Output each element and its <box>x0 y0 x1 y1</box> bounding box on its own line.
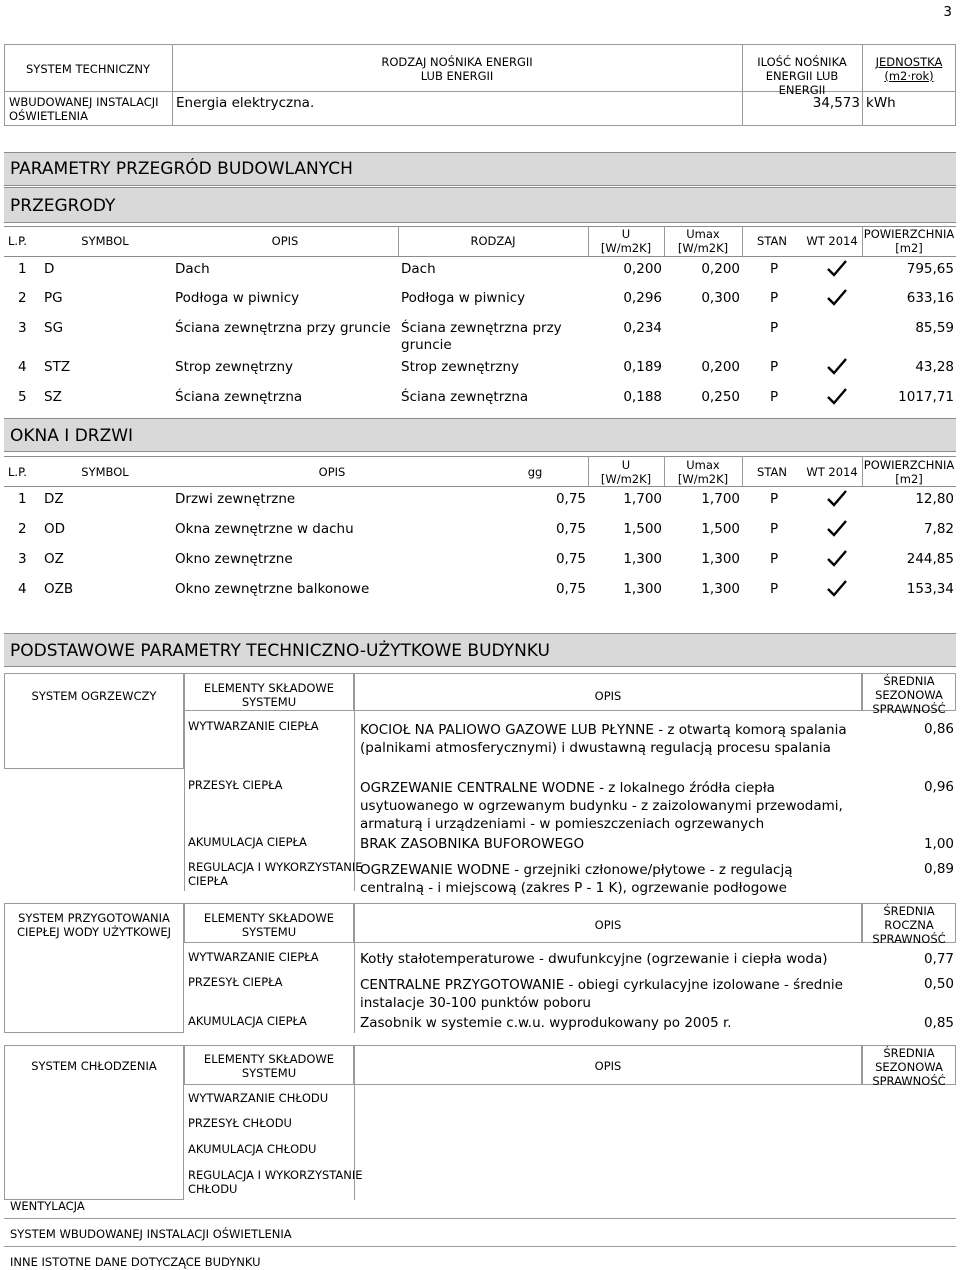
hot-water-element-storage: AKUMULACJA CIEPŁA <box>188 1014 307 1028</box>
row-umax: 0,200 <box>701 359 740 375</box>
row-lp: 1 <box>18 491 27 507</box>
row-area: 153,34 <box>906 581 954 597</box>
heating-elements-header: ELEMENTY SKŁADOWE SYSTEMU <box>203 681 335 709</box>
hot-water-opis-header: OPIS <box>594 918 622 932</box>
hot-water-element-generation: WYTWARZANIE CIEPŁA <box>188 950 319 964</box>
heating-opis-transmission: OGRZEWANIE CENTRALNE WODNE - z lokalnego źródła ciepła usytuowanego w ogrzewanym budynku - z zaizolowanymi przewodami, armaturą i urządzeniami - w pomieszczeniach ogrzewanych <box>360 780 843 832</box>
row-symbol: SG <box>44 320 64 336</box>
row-symbol: SZ <box>44 389 62 405</box>
energy-header-unit: JEDNOSTKA (m2·rok) <box>875 55 943 83</box>
energy-amount: 34,573 <box>812 95 860 111</box>
heating-opis-header: OPIS <box>594 689 622 703</box>
row-u: 0,296 <box>623 290 662 306</box>
windows-header-opis: OPIS <box>318 465 346 479</box>
windows-header-gg: gg <box>527 465 543 479</box>
row-gg: 0,75 <box>555 581 586 597</box>
row-umax: 1,300 <box>701 581 740 597</box>
row-stan: P <box>770 491 779 507</box>
partitions-header-umax: Umax [W/m2K] <box>677 227 729 255</box>
cooling-opis-header: OPIS <box>594 1059 622 1073</box>
row-stan: P <box>770 581 779 597</box>
hot-water-eff-generation: 0,77 <box>923 951 954 967</box>
heating-element-storage: AKUMULACJA CIEPŁA <box>188 835 307 849</box>
checkmark-icon <box>826 549 848 567</box>
params-bar <box>4 152 956 186</box>
row-u: 1,300 <box>623 581 662 597</box>
heating-opis-storage: BRAK ZASOBNIKA BUFOROWEGO <box>360 836 585 852</box>
row-u: 0,234 <box>623 320 662 336</box>
row-opis: Strop zewnętrzny <box>175 359 294 375</box>
row-umax: 0,200 <box>701 261 740 277</box>
ventilation-label: WENTYLACJA <box>10 1199 85 1213</box>
row-umax: 0,300 <box>701 290 740 306</box>
basic-bar <box>4 633 956 667</box>
row-area: 85,59 <box>915 320 954 336</box>
partitions-header-symbol: SYMBOL <box>81 234 129 248</box>
row-symbol: D <box>44 261 55 277</box>
row-rodzaj: Strop zewnętrzny <box>401 359 520 375</box>
windows-header-wt: WT 2014 <box>806 465 858 479</box>
row-umax: 1,500 <box>701 521 740 537</box>
heating-eff-transmission: 0,96 <box>923 779 954 795</box>
checkmark-icon <box>826 489 848 507</box>
heating-eff-storage: 1,00 <box>923 836 954 852</box>
energy-unit: kWh <box>866 95 896 111</box>
row-stan: P <box>770 290 779 306</box>
cooling-system-label: SYSTEM CHŁODZENIA <box>31 1059 157 1073</box>
row-area: 1017,71 <box>898 389 954 405</box>
row-opis: Podłoga w piwnicy <box>175 290 300 306</box>
partitions-bar <box>4 187 956 223</box>
hot-water-opis-generation: Kotły stałotemperaturowe - dwufunkcyjne (ogrzewanie i ciepła woda) <box>360 951 828 967</box>
row-u: 1,700 <box>623 491 662 507</box>
row-area: 12,80 <box>915 491 954 507</box>
row-lp: 2 <box>18 521 27 537</box>
row-lp: 4 <box>18 359 27 375</box>
hot-water-element-transmission: PRZESYŁ CIEPŁA <box>188 975 283 989</box>
checkmark-icon <box>826 387 848 405</box>
hot-water-eff-header: ŚREDNIA ROCZNA SPRAWNOŚĆ <box>872 904 946 946</box>
heating-element-generation: WYTWARZANIE CIEPŁA <box>188 719 319 733</box>
cooling-eff-header: ŚREDNIA SEZONOWA SPRAWNOŚĆ <box>872 1046 946 1088</box>
checkmark-icon <box>826 288 848 306</box>
partitions-header-opis: OPIS <box>271 234 299 248</box>
row-lp: 2 <box>18 290 27 306</box>
page-number: 3 <box>943 4 952 20</box>
row-lp: 5 <box>18 389 27 405</box>
row-u: 0,189 <box>623 359 662 375</box>
partitions-header-rodzaj: RODZAJ <box>470 234 516 248</box>
row-u: 1,300 <box>623 551 662 567</box>
row-symbol: OZ <box>44 551 64 567</box>
checkmark-icon <box>826 357 848 375</box>
energy-header-amount: ILOŚĆ NOŚNIKA ENERGII LUB ENERGII <box>757 55 847 97</box>
row-area: 633,16 <box>906 290 954 306</box>
heating-element-regulation: REGULACJA I WYKORZYSTANIE CIEPŁA <box>188 860 363 888</box>
row-umax: 0,250 <box>701 389 740 405</box>
row-stan: P <box>770 551 779 567</box>
hot-water-elements-header: ELEMENTY SKŁADOWE SYSTEMU <box>203 911 335 939</box>
row-lp: 1 <box>18 261 27 277</box>
windows-header-area: POWIERZCHNIA [m2] <box>863 458 955 486</box>
row-u: 0,188 <box>623 389 662 405</box>
row-area: 795,65 <box>906 261 954 277</box>
heating-eff-regulation: 0,89 <box>923 861 954 877</box>
row-symbol: OZB <box>44 581 74 597</box>
partitions-header-lp: L.P. <box>8 234 27 248</box>
row-gg: 0,75 <box>555 551 586 567</box>
row-opis: Dach <box>175 261 210 277</box>
row-stan: P <box>770 521 779 537</box>
row-symbol: PG <box>44 290 63 306</box>
row-area: 7,82 <box>923 521 954 537</box>
checkmark-icon <box>826 259 848 277</box>
row-u: 0,200 <box>623 261 662 277</box>
hot-water-opis-storage: Zasobnik w systemie c.w.u. wyprodukowany po 2005 r. <box>360 1015 732 1031</box>
row-opis: Ściana zewnętrzna <box>175 389 303 405</box>
cooling-element-storage: AKUMULACJA CHŁODU <box>188 1142 317 1156</box>
row-rodzaj: Dach <box>401 261 436 277</box>
row-umax: 1,700 <box>701 491 740 507</box>
energy-system: WBUDOWANEJ INSTALACJI OŚWIETLENIA <box>9 95 159 123</box>
row-area: 43,28 <box>915 359 954 375</box>
row-stan: P <box>770 261 779 277</box>
row-symbol: DZ <box>44 491 64 507</box>
row-stan: P <box>770 359 779 375</box>
row-lp: 3 <box>18 320 27 336</box>
row-rodzaj: Podłoga w piwnicy <box>401 290 526 306</box>
energy-header-carrier: RODZAJ NOŚNIKA ENERGII LUB ENERGII <box>381 55 533 83</box>
row-opis: Drzwi zewnętrzne <box>175 491 296 507</box>
row-stan: P <box>770 320 779 336</box>
row-rodzaj: Ściana zewnętrzna <box>401 389 529 405</box>
windows-header-stan: STAN <box>757 465 787 479</box>
heating-eff-header: ŚREDNIA SEZONOWA SPRAWNOŚĆ <box>872 674 946 716</box>
heating-eff-generation: 0,86 <box>923 721 954 737</box>
row-lp: 3 <box>18 551 27 567</box>
energy-carrier: Energia elektryczna. <box>176 95 315 111</box>
windows-header-u: U [W/m2K] <box>600 458 652 486</box>
row-rodzaj: Ściana zewnętrzna przy gruncie <box>401 320 562 353</box>
row-opis: Okna zewnętrzne w dachu <box>175 521 354 537</box>
cooling-element-generation: WYTWARZANIE CHŁODU <box>188 1091 329 1105</box>
row-gg: 0,75 <box>555 491 586 507</box>
other-data-label: INNE ISTOTNE DANE DOTYCZĄCE BUDYNKU <box>10 1255 261 1269</box>
row-umax: 1,300 <box>701 551 740 567</box>
params-title: PARAMETRY PRZEGRÓD BUDOWLANYCH <box>10 159 353 179</box>
row-stan: P <box>770 389 779 405</box>
row-opis: Okno zewnętrzne balkonowe <box>175 581 370 597</box>
heating-element-transmission: PRZESYŁ CIEPŁA <box>188 778 283 792</box>
windows-title: OKNA I DRZWI <box>10 426 134 446</box>
windows-header-symbol: SYMBOL <box>81 465 129 479</box>
partitions-header-stan: STAN <box>757 234 787 248</box>
partitions-header-wt: WT 2014 <box>806 234 858 248</box>
lighting-label: SYSTEM WBUDOWANEJ INSTALACJI OŚWIETLENIA <box>10 1227 292 1241</box>
windows-header-lp: L.P. <box>8 465 27 479</box>
row-symbol: STZ <box>44 359 71 375</box>
cooling-element-transmission: PRZESYŁ CHŁODU <box>188 1116 292 1130</box>
checkmark-icon <box>826 579 848 597</box>
partitions-title: PRZEGRODY <box>10 196 116 216</box>
row-gg: 0,75 <box>555 521 586 537</box>
row-symbol: OD <box>44 521 66 537</box>
hot-water-system-label: SYSTEM PRZYGOTOWANIA CIEPŁEJ WODY UŻYTKOWEJ <box>16 911 172 939</box>
partitions-header-u: U [W/m2K] <box>600 227 652 255</box>
basic-title: PODSTAWOWE PARAMETRY TECHNICZNO-UŻYTKOWE BUDYNKU <box>10 641 550 661</box>
row-u: 1,500 <box>623 521 662 537</box>
windows-header-umax: Umax [W/m2K] <box>677 458 729 486</box>
hot-water-eff-transmission: 0,50 <box>923 976 954 992</box>
row-area: 244,85 <box>906 551 954 567</box>
heating-opis-generation: KOCIOŁ NA PALIOWO GAZOWE LUB PŁYNNE - z otwartą komorą spalania (palnikami atmosferycznymi) i dwustawną regulacją procesu spalania <box>360 722 847 756</box>
cooling-elements-header: ELEMENTY SKŁADOWE SYSTEMU <box>203 1052 335 1080</box>
hot-water-eff-storage: 0,85 <box>923 1015 954 1031</box>
cooling-element-regulation: REGULACJA I WYKORZYSTANIE CHŁODU <box>188 1168 363 1196</box>
checkmark-icon <box>826 519 848 537</box>
partitions-header-area: POWIERZCHNIA [m2] <box>863 227 955 255</box>
heating-system-label: SYSTEM OGRZEWCZY <box>31 689 157 703</box>
heating-opis-regulation: OGRZEWANIE WODNE - grzejniki członowe/płytowe - z regulacją centralną - i miejscową (zakres P - 1 K), ogrzewanie podłogowe <box>360 862 793 896</box>
hot-water-opis-transmission: CENTRALNE PRZYGOTOWANIE - obiegi cyrkulacyjne izolowane - średnie instalacje 30-100 punktów poboru <box>360 977 843 1011</box>
windows-bar <box>4 418 956 452</box>
row-opis: Okno zewnętrzne <box>175 551 293 567</box>
row-lp: 4 <box>18 581 27 597</box>
energy-header-system: SYSTEM TECHNICZNY <box>26 62 150 76</box>
row-opis: Ściana zewnętrzna przy gruncie <box>175 320 391 336</box>
